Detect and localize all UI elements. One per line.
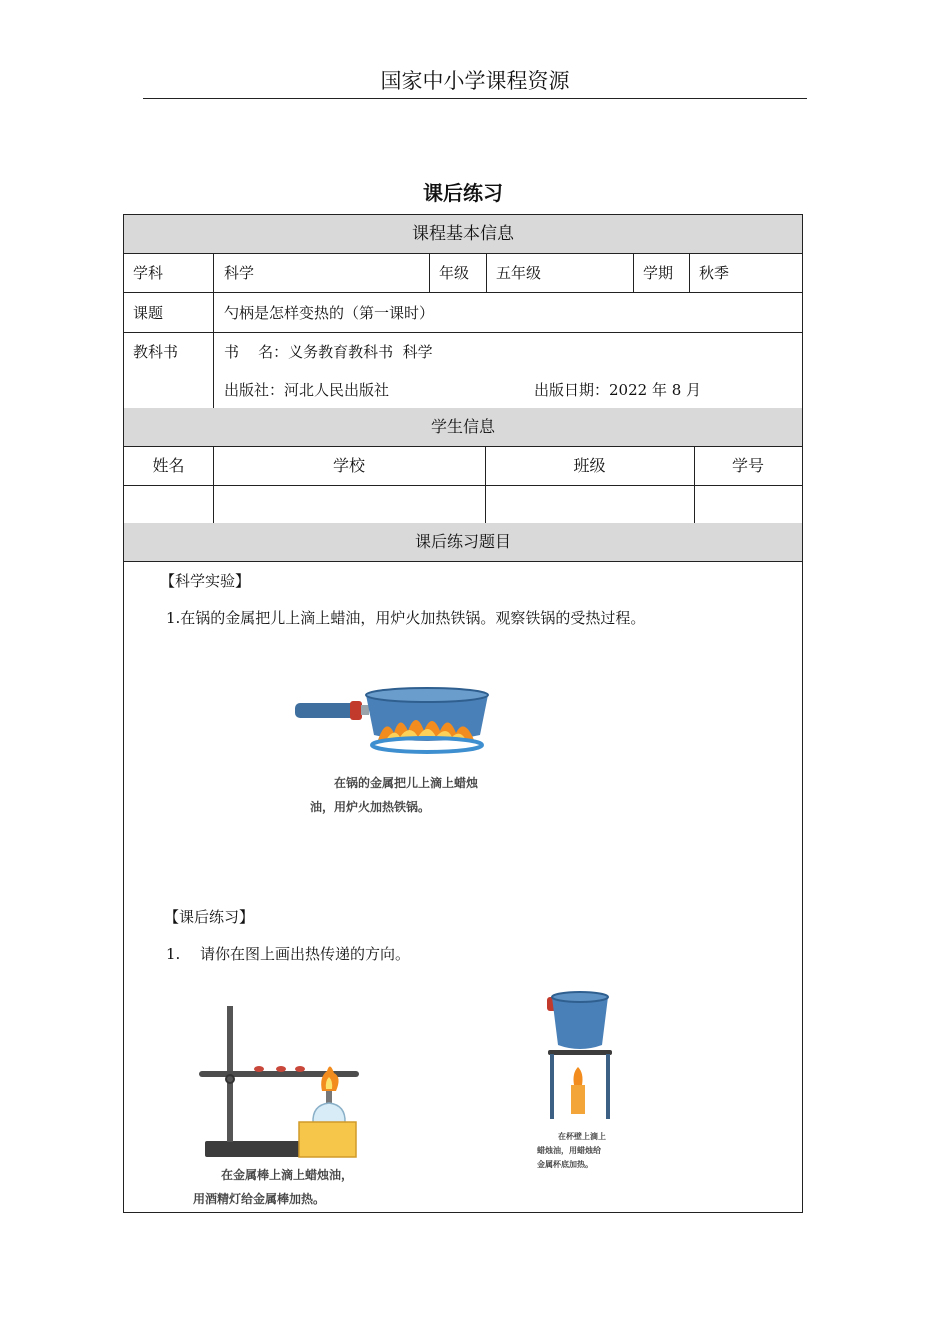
pan-caption-line-2: 油，用炉火加热铁锅。 xyxy=(310,800,431,814)
publisher: 出版社：河北人民出版社 xyxy=(224,381,390,399)
class-column-header: 班级 xyxy=(573,456,606,475)
cup-caption-line-1: 在杯壁上滴上 xyxy=(558,1132,606,1141)
worksheet-table xyxy=(123,214,803,1213)
school-column-header: 学校 xyxy=(332,456,365,475)
name-entry-cell[interactable] xyxy=(124,485,213,523)
textbook-label: 教科书 xyxy=(133,343,179,361)
experiment-question-1: 1.在锅的金属把儿上滴上蜡油，用炉火加热铁锅。观察铁锅的受热过程。 xyxy=(166,609,646,627)
book-name: 书 名：义务教育教科书 科学 xyxy=(224,343,433,361)
grade-value: 五年级 xyxy=(496,264,542,282)
term-label: 学期 xyxy=(643,264,674,282)
class-entry-cell[interactable] xyxy=(485,485,694,523)
cup-caption-line-3: 金属杯底加热。 xyxy=(537,1160,593,1169)
ring-stand-illustration xyxy=(186,1001,396,1211)
page-header: 国家中小学课程资源 xyxy=(380,69,570,93)
pan-caption-line-1: 在锅的金属把儿上滴上蜡烛 xyxy=(334,776,479,790)
subject-value: 科学 xyxy=(224,264,255,282)
student-info-band: 学生信息 xyxy=(124,408,802,446)
student-id-column-header: 学号 xyxy=(731,456,764,475)
header-rule xyxy=(143,98,807,99)
frying-pan-illustration xyxy=(290,685,496,825)
rod-caption-line-2: 用酒精灯给金属棒加热。 xyxy=(193,1192,326,1206)
cup-caption-line-2: 蜡烛油，用蜡烛给 xyxy=(537,1146,601,1155)
school-entry-cell[interactable] xyxy=(213,485,485,523)
course-info-band: 课程基本信息 xyxy=(124,215,802,253)
term-value: 秋季 xyxy=(699,264,730,282)
metal-cup-illustration xyxy=(532,987,632,1175)
rod-caption-line-1: 在金属棒上滴上蜡烛油， xyxy=(221,1168,354,1182)
topic-value: 勺柄是怎样变热的（第一课时） xyxy=(224,304,435,322)
doc-title: 课后练习 xyxy=(423,181,503,205)
grade-label: 年级 xyxy=(439,264,470,282)
exercise-band: 课后练习题目 xyxy=(124,523,802,561)
topic-label: 课题 xyxy=(133,304,164,322)
student-id-entry-cell[interactable] xyxy=(694,485,802,523)
practice-question-1-number: 1. xyxy=(166,945,181,963)
name-column-header: 姓名 xyxy=(152,456,185,475)
subject-label: 学科 xyxy=(133,264,164,282)
after-class-practice-heading: 【课后练习】 xyxy=(164,908,255,926)
science-experiment-heading: 【科学实验】 xyxy=(160,572,251,590)
practice-question-1-text: 请你在图上画出热传递的方向。 xyxy=(200,945,411,963)
publish-date: 出版日期：2022 年 8 月 xyxy=(534,381,702,399)
